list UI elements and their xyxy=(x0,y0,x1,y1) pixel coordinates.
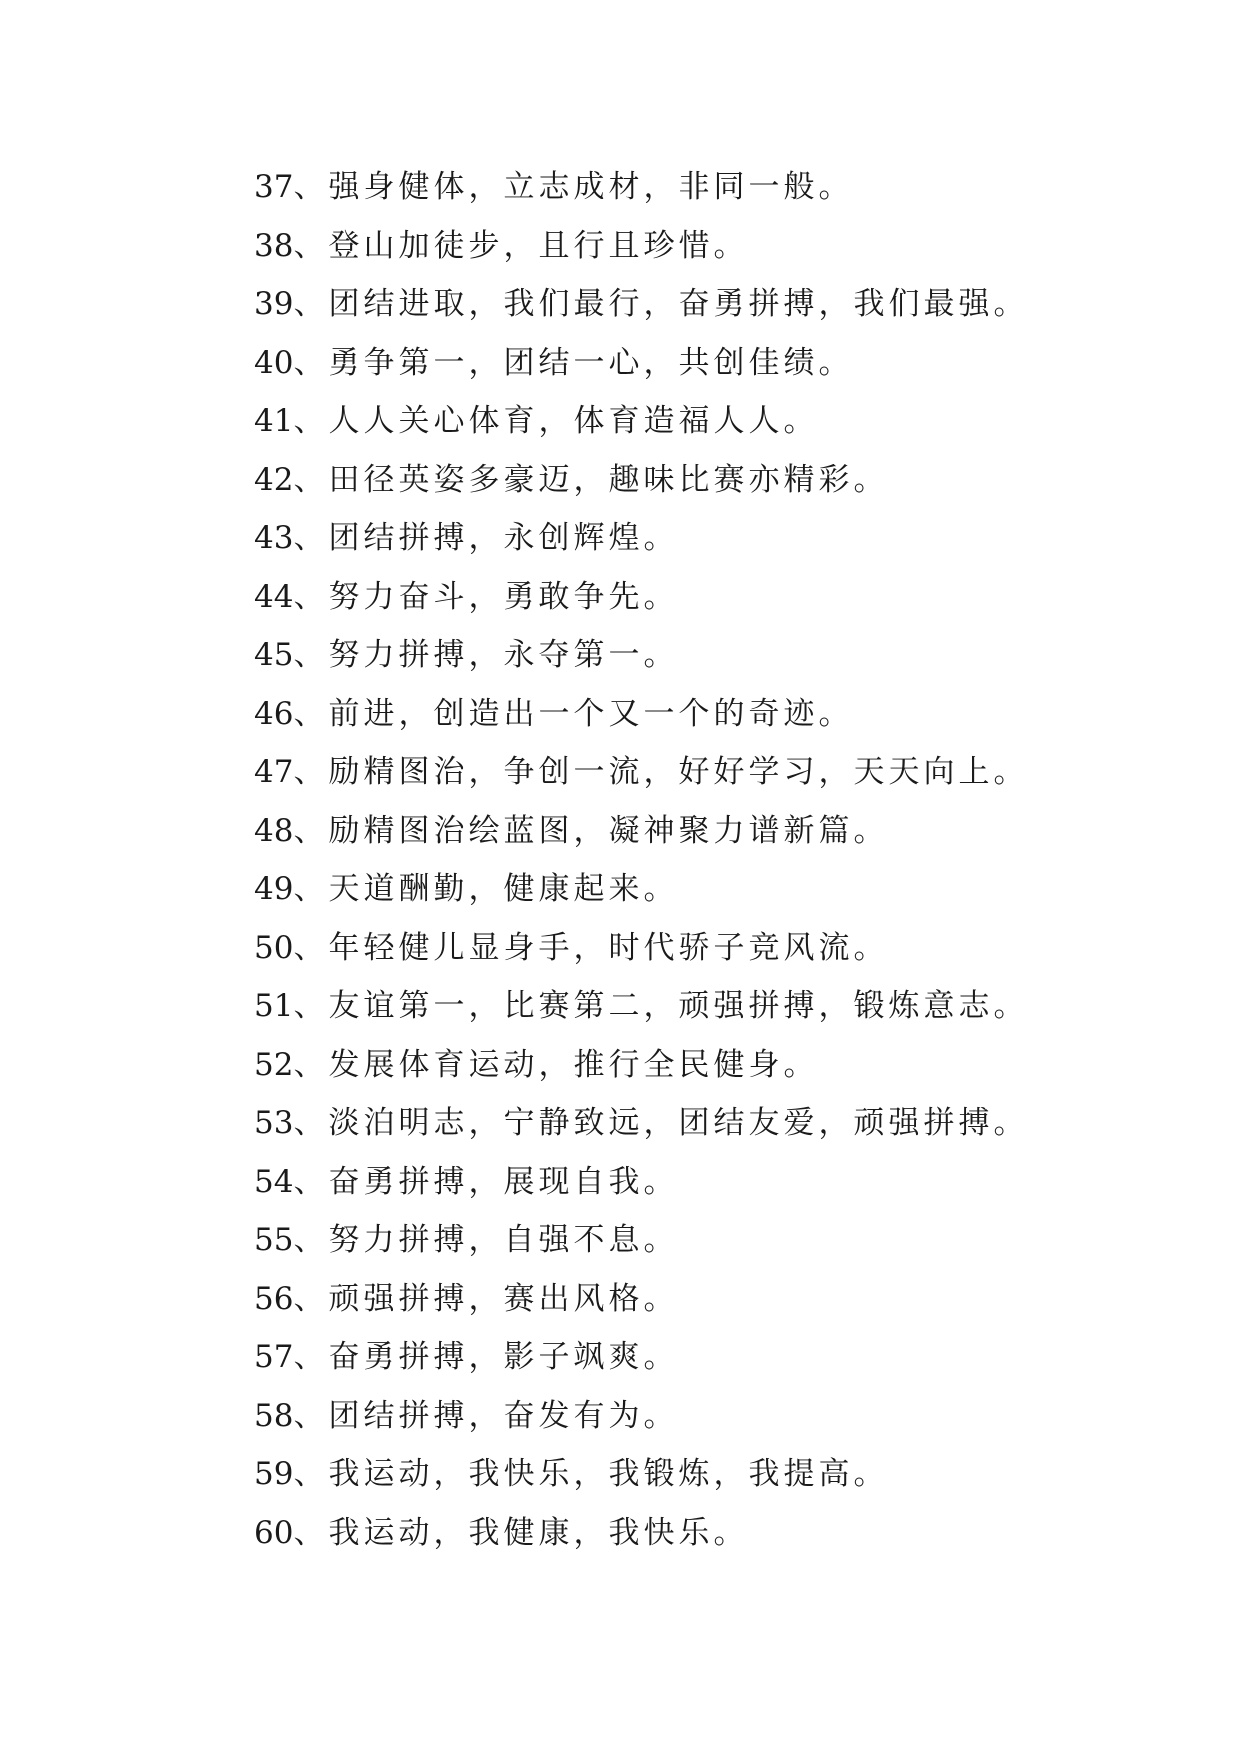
slogan-line xyxy=(254,1153,1028,1212)
slogan-number: 48 xyxy=(254,812,294,849)
slogan-number: 37 xyxy=(254,169,294,205)
slogan-text: 、励精图治，争创一流，好好学习，天天向上。 xyxy=(293,754,1029,790)
slogan-number: 43 xyxy=(254,520,294,556)
slogan-line xyxy=(254,1445,1028,1504)
slogan-line xyxy=(254,1328,1028,1387)
slogan-number: 39 xyxy=(254,286,294,322)
slogan-line xyxy=(254,919,1028,978)
slogan-line xyxy=(254,1270,1028,1329)
slogan-text: 、田径英姿多豪迈，趣味比赛亦精彩。 xyxy=(293,461,889,498)
slogan-line xyxy=(254,1211,1028,1270)
slogan-line xyxy=(254,1036,1028,1095)
slogan-number: 53 xyxy=(254,1105,294,1141)
slogan-text: 、努力拼搏，永夺第一。 xyxy=(293,637,679,673)
slogan-line xyxy=(254,743,1028,802)
slogan-text: 、发展体育运动，推行全民健身。 xyxy=(293,1046,819,1083)
slogan-line xyxy=(254,392,1028,451)
slogan-number: 57 xyxy=(254,1339,294,1375)
slogan-text: 、努力奋斗，勇敢争先。 xyxy=(293,578,679,615)
slogan-line xyxy=(254,1094,1028,1153)
slogan-text: 、人人关心体育，体育造福人人。 xyxy=(293,403,819,439)
slogan-line xyxy=(254,568,1028,627)
slogan-text: 、友谊第一，比赛第二，顽强拼搏，锻炼意志。 xyxy=(293,988,1029,1024)
slogan-line xyxy=(254,685,1028,744)
slogan-text: 、前进，创造出一个又一个的奇迹。 xyxy=(293,695,854,732)
slogan-line xyxy=(254,1504,1028,1563)
slogan-text: 、励精图治绘蓝图，凝神聚力谱新篇。 xyxy=(293,812,889,849)
slogan-text: 、我运动，我快乐，我锻炼，我提高。 xyxy=(293,1456,889,1492)
slogan-number: 40 xyxy=(254,344,294,381)
slogan-line xyxy=(254,334,1028,393)
slogan-line xyxy=(254,509,1028,568)
slogan-list xyxy=(254,158,1028,1562)
slogan-line xyxy=(254,158,1028,217)
slogan-number: 42 xyxy=(254,461,294,498)
slogan-number: 45 xyxy=(254,637,294,673)
slogan-text: 、天道酬勤，健康起来。 xyxy=(293,871,679,907)
slogan-number: 56 xyxy=(254,1280,294,1317)
slogan-number: 41 xyxy=(254,403,294,439)
slogan-text: 、团结进取，我们最行，奋勇拼搏，我们最强。 xyxy=(293,286,1029,322)
slogan-text: 、强身健体，立志成材，非同一般。 xyxy=(293,169,854,205)
slogan-line xyxy=(254,802,1028,861)
slogan-number: 50 xyxy=(254,929,294,966)
slogan-text: 、登山加徒步，且行且珍惜。 xyxy=(293,227,749,264)
slogan-line xyxy=(254,860,1028,919)
slogan-text: 、淡泊明志，宁静致远，团结友爱，顽强拼搏。 xyxy=(293,1105,1029,1141)
slogan-number: 60 xyxy=(254,1514,294,1551)
slogan-text: 、奋勇拼搏，展现自我。 xyxy=(293,1163,679,1200)
slogan-line xyxy=(254,275,1028,334)
slogan-line xyxy=(254,977,1028,1036)
slogan-text: 、奋勇拼搏，影子飒爽。 xyxy=(293,1339,679,1375)
slogan-text: 、团结拼搏，永创辉煌。 xyxy=(293,520,679,556)
slogan-line xyxy=(254,1387,1028,1446)
slogan-number: 46 xyxy=(254,695,294,732)
slogan-number: 49 xyxy=(254,871,294,907)
slogan-number: 54 xyxy=(254,1163,294,1200)
slogan-text: 、团结拼搏，奋发有为。 xyxy=(293,1397,679,1434)
slogan-line xyxy=(254,451,1028,510)
slogan-line xyxy=(254,626,1028,685)
slogan-number: 38 xyxy=(254,227,294,264)
slogan-line xyxy=(254,217,1028,276)
slogan-number: 51 xyxy=(254,988,294,1024)
slogan-text: 、努力拼搏，自强不息。 xyxy=(293,1222,679,1258)
slogan-number: 58 xyxy=(254,1397,294,1434)
slogan-number: 52 xyxy=(254,1046,294,1083)
slogan-text: 、年轻健儿显身手，时代骄子竞风流。 xyxy=(293,929,889,966)
slogan-number: 55 xyxy=(254,1222,294,1258)
slogan-number: 47 xyxy=(254,754,294,790)
slogan-text: 、我运动，我健康，我快乐。 xyxy=(293,1514,749,1551)
slogan-text: 、勇争第一，团结一心，共创佳绩。 xyxy=(293,344,854,381)
slogan-number: 59 xyxy=(254,1456,294,1492)
slogan-number: 44 xyxy=(254,578,294,615)
slogan-text: 、顽强拼搏，赛出风格。 xyxy=(293,1280,679,1317)
